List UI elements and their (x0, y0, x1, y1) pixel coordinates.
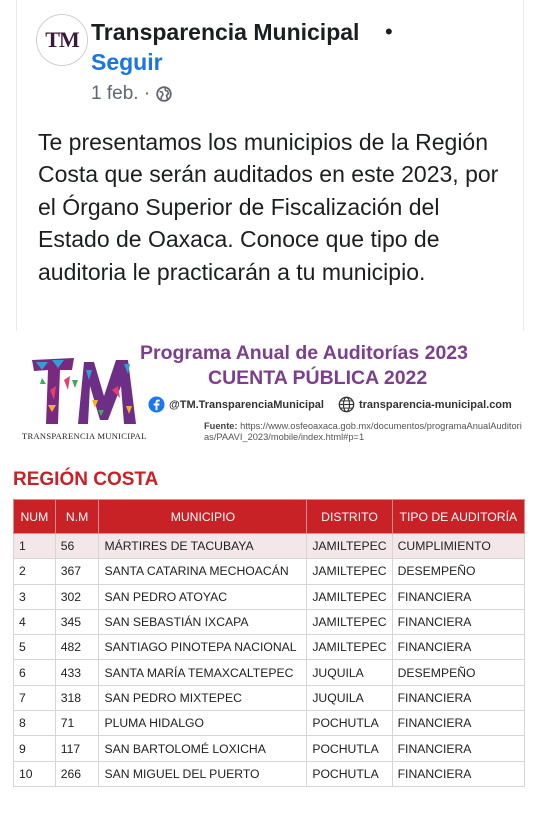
website-text: transparencia-municipal.com (358, 398, 512, 411)
cell-municipio: SANTA MARÍA TEMAXCALTEPEC (99, 660, 307, 685)
cell-municipio: SANTIAGO PINOTEPA NACIONAL (99, 635, 307, 660)
cell-nm: 318 (55, 685, 99, 710)
cell-municipio: SAN MIGUEL DEL PUERTO (99, 761, 307, 786)
table-row (14, 660, 525, 685)
facebook-post (16, 0, 524, 330)
avatar-monogram: TM (45, 27, 79, 52)
table-row (14, 736, 525, 761)
cell-distrito: POCHUTLA (307, 736, 392, 761)
globe-icon (156, 86, 172, 102)
cell-distrito: JUQUILA (307, 685, 392, 710)
cell-tipo: DESEMPEÑO (392, 660, 524, 685)
cell-tipo: FINANCIERA (392, 685, 524, 710)
cell-municipio: PLUMA HIDALGO (99, 711, 307, 736)
cell-distrito: POCHUTLA (307, 711, 392, 736)
cell-nm: 117 (55, 736, 99, 761)
cell-distrito: JAMILTEPEC (307, 584, 392, 609)
cell-num: 6 (14, 660, 56, 685)
cell-tipo: CUMPLIMIENTO (392, 534, 524, 559)
header-distrito: DISTRITO (307, 500, 392, 534)
cell-municipio: SAN BARTOLOMÉ LOXICHA (99, 736, 307, 761)
cell-nm: 482 (55, 635, 99, 660)
cell-distrito: JUQUILA (307, 660, 392, 685)
table-row (14, 534, 525, 559)
table-row (14, 635, 525, 660)
table-row (14, 761, 525, 786)
cell-municipio: SAN PEDRO ATOYAC (99, 584, 307, 609)
cell-num: 8 (14, 711, 56, 736)
post-date[interactable]: 1 feb. · (91, 83, 151, 104)
social-links (148, 396, 512, 413)
cell-nm: 266 (55, 761, 99, 786)
cell-tipo: FINANCIERA (392, 761, 524, 786)
cell-municipio: SANTA CATARINA MECHOACÁN (99, 559, 307, 584)
table-row (14, 711, 525, 736)
table-header-row (14, 500, 525, 534)
cell-num: 2 (14, 559, 56, 584)
table-row (14, 609, 525, 634)
cell-nm: 345 (55, 609, 99, 634)
source-note (204, 421, 524, 443)
cell-distrito: JAMILTEPEC (307, 534, 392, 559)
cell-nm: 367 (55, 559, 99, 584)
cell-num: 9 (14, 736, 56, 761)
audit-flyer-image[interactable] (13, 336, 522, 798)
page-name-link[interactable]: Transparencia Municipal (91, 19, 360, 45)
cell-tipo: FINANCIERA (392, 635, 524, 660)
cell-tipo: FINANCIERA (392, 736, 524, 761)
post-body-text: Te presentamos los municipios de la Región Costa que serán auditados en este 2023, por el Órgano Superior de Fiscalización del Estado de Oaxaca. Conoce que tipo de auditoria le practicarán a tu municipio. (38, 129, 499, 285)
flyer-subtitle: CUENTA PÚBLICA 2022 (208, 367, 428, 389)
cell-num: 10 (14, 761, 56, 786)
cell-nm: 302 (55, 584, 99, 609)
page-avatar[interactable] (36, 14, 88, 66)
cell-distrito: JAMILTEPEC (307, 559, 392, 584)
cell-num: 4 (14, 609, 56, 634)
source-url: https://www.osfeoaxaca.gob.mx/documentos/programaAnualAuditorias/PAAVI_2023/mobile/index.html#p=1 (204, 421, 522, 442)
web-globe-icon (338, 396, 355, 413)
flyer-title: Programa Anual de Auditorías 2023 (140, 342, 468, 364)
post-meta (91, 83, 172, 105)
cell-distrito: JAMILTEPEC (307, 609, 392, 634)
cell-num: 7 (14, 685, 56, 710)
cell-num: 3 (14, 584, 56, 609)
follow-button[interactable]: Seguir (91, 49, 163, 75)
cell-distrito: POCHUTLA (307, 761, 392, 786)
cell-tipo: FINANCIERA (392, 584, 524, 609)
table-row (14, 559, 525, 584)
cell-tipo: FINANCIERA (392, 609, 524, 634)
logo-caption: TRANSPARENCIA MUNICIPAL (22, 431, 147, 441)
facebook-handle: @TM.TransparenciaMunicipal (169, 398, 324, 411)
header-num: NUM (14, 500, 56, 534)
table-row (14, 685, 525, 710)
cell-tipo: FINANCIERA (392, 711, 524, 736)
cell-num: 1 (14, 534, 56, 559)
cell-nm: 433 (55, 660, 99, 685)
tm-logo (28, 350, 148, 430)
source-label: Fuente: (204, 421, 238, 431)
cell-municipio: SAN SEBASTIÁN IXCAPA (99, 609, 307, 634)
facebook-icon (148, 396, 165, 413)
header-nm: N.M (55, 500, 99, 534)
audits-table (13, 499, 525, 787)
cell-municipio: MÁRTIRES DE TACUBAYA (99, 534, 307, 559)
header-municipio: MUNICIPIO (99, 500, 307, 534)
cell-nm: 71 (55, 711, 99, 736)
cell-distrito: JAMILTEPEC (307, 635, 392, 660)
region-title: REGIÓN COSTA (13, 469, 159, 490)
cell-num: 5 (14, 635, 56, 660)
cell-tipo: DESEMPEÑO (392, 559, 524, 584)
cell-municipio: SAN PEDRO MIXTEPEC (99, 685, 307, 710)
table-row (14, 584, 525, 609)
header-tipo: TIPO DE AUDITORÍA (392, 500, 524, 534)
separator-dot: • (385, 19, 393, 44)
cell-nm: 56 (55, 534, 99, 559)
